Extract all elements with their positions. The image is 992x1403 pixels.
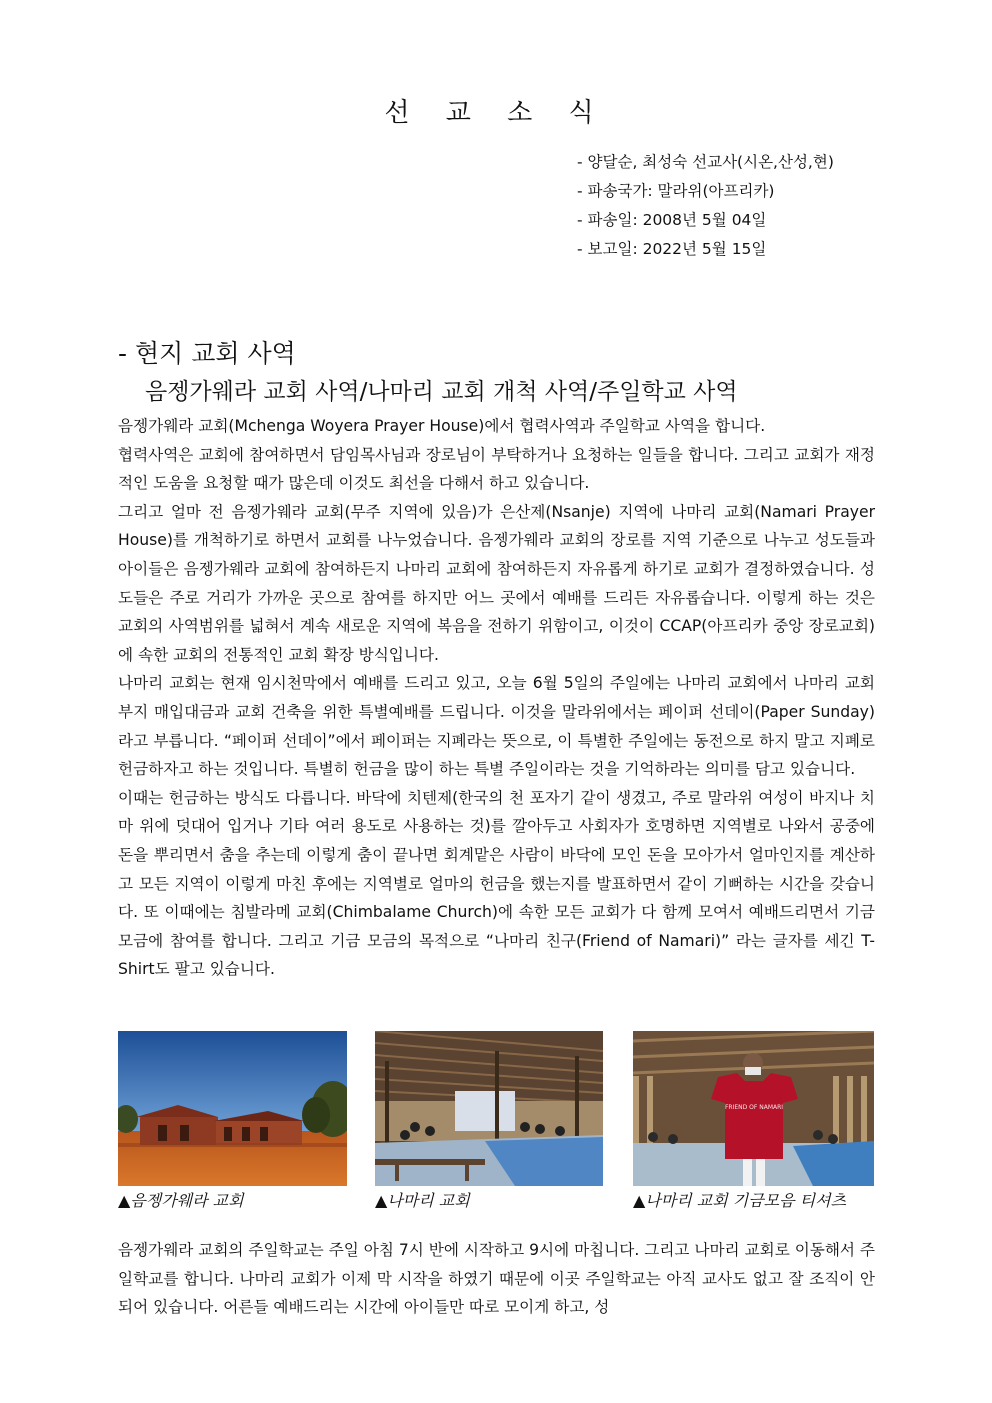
church-photo-namari bbox=[375, 1031, 603, 1186]
paragraph: 그리고 얼마 전 음젱가웨라 교회(무주 지역에 있음)가 은산제(Nsanje) 지역에 나마리 교회(Namari Prayer House)를 개척하기로 하면서 교회를 나누었습니다. 음젱가웨라 교회의 장로를 지역 기준으로 나누고 성도들과 아이들은 음젱가웨라 교회에 참여하든지 나마리 교회에 참여하든지 자유롭게 하기로 교회가 결정하였습니다. 성도들은 주로 거리가 가까운 곳으로 참여를 하지만 어느 곳에서 예배를 드리든 자유롭습니다. 이렇게 하는 것은 교회의 사역범위를 넓혀서 계속 새로운 지역에 복음을 전하기 위함이고, 이것이 CCAP(아프리카 중앙 장로교회)에 속한 교회의 전통적인 교회 확장 방식입니다. bbox=[118, 502, 875, 664]
body-text bbox=[118, 412, 875, 984]
section-title: - 현지 교회 사역 bbox=[118, 339, 296, 368]
fundraising-tshirt-image bbox=[633, 1031, 874, 1186]
church-building-image bbox=[118, 1031, 347, 1186]
church-photo-mchenga bbox=[118, 1031, 347, 1186]
report-date: - 보고일: 2022년 5월 15일 bbox=[577, 240, 767, 258]
paragraph: 이때는 헌금하는 방식도 다릅니다. 바닥에 치텐제(한국의 천 포자기 같이 생겼고, 주로 말라위 여성이 바지나 치마 위에 덧대어 입거나 기타 여러 용도로 사용하는 것)를 깔아두고 사회자가 호명하면 지역별로 나와서 공중에 돈을 뿌리면서 춤을 추는데 이렇게 춤이 끝나면 회계맡은 사람이 바닥에 모인 돈을 모아가서 얼마인지를 계산하고 모든 지역이 이렇게 마친 후에는 지역별로 얼마의 헌금을 했는지를 발표하면서 같이 기뻐하는 시간을 갖습니다. 또 이때에는 침발라메 교회(Chimbalame Church)에 속한 모든 교회가 다 함께 모여서 예배드리면서 기금 모금에 참여를 합니다. 그리고 기금 모금의 목적으로 “나마리 친구(Friend of Namari)” 라는 글자를 세긴 T-Shirt도 팔고 있습니다. bbox=[118, 788, 875, 979]
paragraph: 협력사역은 교회에 참여하면서 담임목사님과 장로님이 부탁하거나 요청하는 일들을 합니다. 그리고 교회가 재정적인 도움을 요청할 때가 많은데 이것도 최선을 다해서 하고 있습니다. bbox=[118, 445, 875, 493]
missionary-info bbox=[577, 148, 834, 264]
page-title: 선 교 소 식 bbox=[384, 98, 608, 128]
photo-caption: ▲나마리 교회 기금모음 티셔츠 bbox=[633, 1191, 847, 1210]
missionary-names: - 양달순, 최성숙 선교사(시온,산성,현) bbox=[577, 153, 834, 171]
tent-church-image bbox=[375, 1031, 603, 1186]
section-subtitle: 음젱가웨라 교회 사역/나마리 교회 개척 사역/주일학교 사역 bbox=[145, 379, 738, 405]
sending-country: - 파송국가: 말라위(아프리카) bbox=[577, 182, 775, 200]
paragraph: 나마리 교회는 현재 임시천막에서 예배를 드리고 있고, 오늘 6월 5일의 주일에는 나마리 교회에서 나마리 교회 부지 매입대금과 교회 건축을 위한 특별예배를 드립니다. 이것을 말라위에서는 페이퍼 선데이(Paper Sunday)라고 부릅니다. “페이퍼 선데이”에서 페이퍼는 지폐라는 뜻으로, 이 특별한 주일에는 동전으로 하지 말고 지폐로 헌금하자고 하는 것입니다. 특별히 헌금을 많이 하는 특별 주일이라는 것을 기억하라는 의미를 담고 있습니다. bbox=[118, 674, 875, 779]
paragraph: 음젱가웨라 교회의 주일학교는 주일 아침 7시 반에 시작하고 9시에 마칩니다. 그리고 나마리 교회로 이동해서 주일학교를 합니다. 나마리 교회가 이제 막 시작을 하였기 때문에 이곳 주일학교는 아직 교사도 없고 잘 조직이 안되어 있습니다. 어른들 예배드리는 시간에 아이들만 따로 모이게 하고, 성 bbox=[118, 1241, 875, 1317]
photo-row bbox=[0, 1031, 992, 1221]
photo-caption: ▲나마리 교회 bbox=[375, 1191, 470, 1210]
photo-caption: ▲음젱가웨라 교회 bbox=[118, 1191, 244, 1210]
sending-date: - 파송일: 2008년 5월 04일 bbox=[577, 211, 767, 229]
body-text-continued bbox=[118, 1236, 875, 1322]
tshirt-photo bbox=[633, 1031, 874, 1186]
paragraph: 음젱가웨라 교회(Mchenga Woyera Prayer House)에서 협력사역과 주일학교 사역을 합니다. bbox=[118, 417, 766, 435]
tshirt-print-text: FRIEND OF NAMARI bbox=[724, 1104, 784, 1111]
